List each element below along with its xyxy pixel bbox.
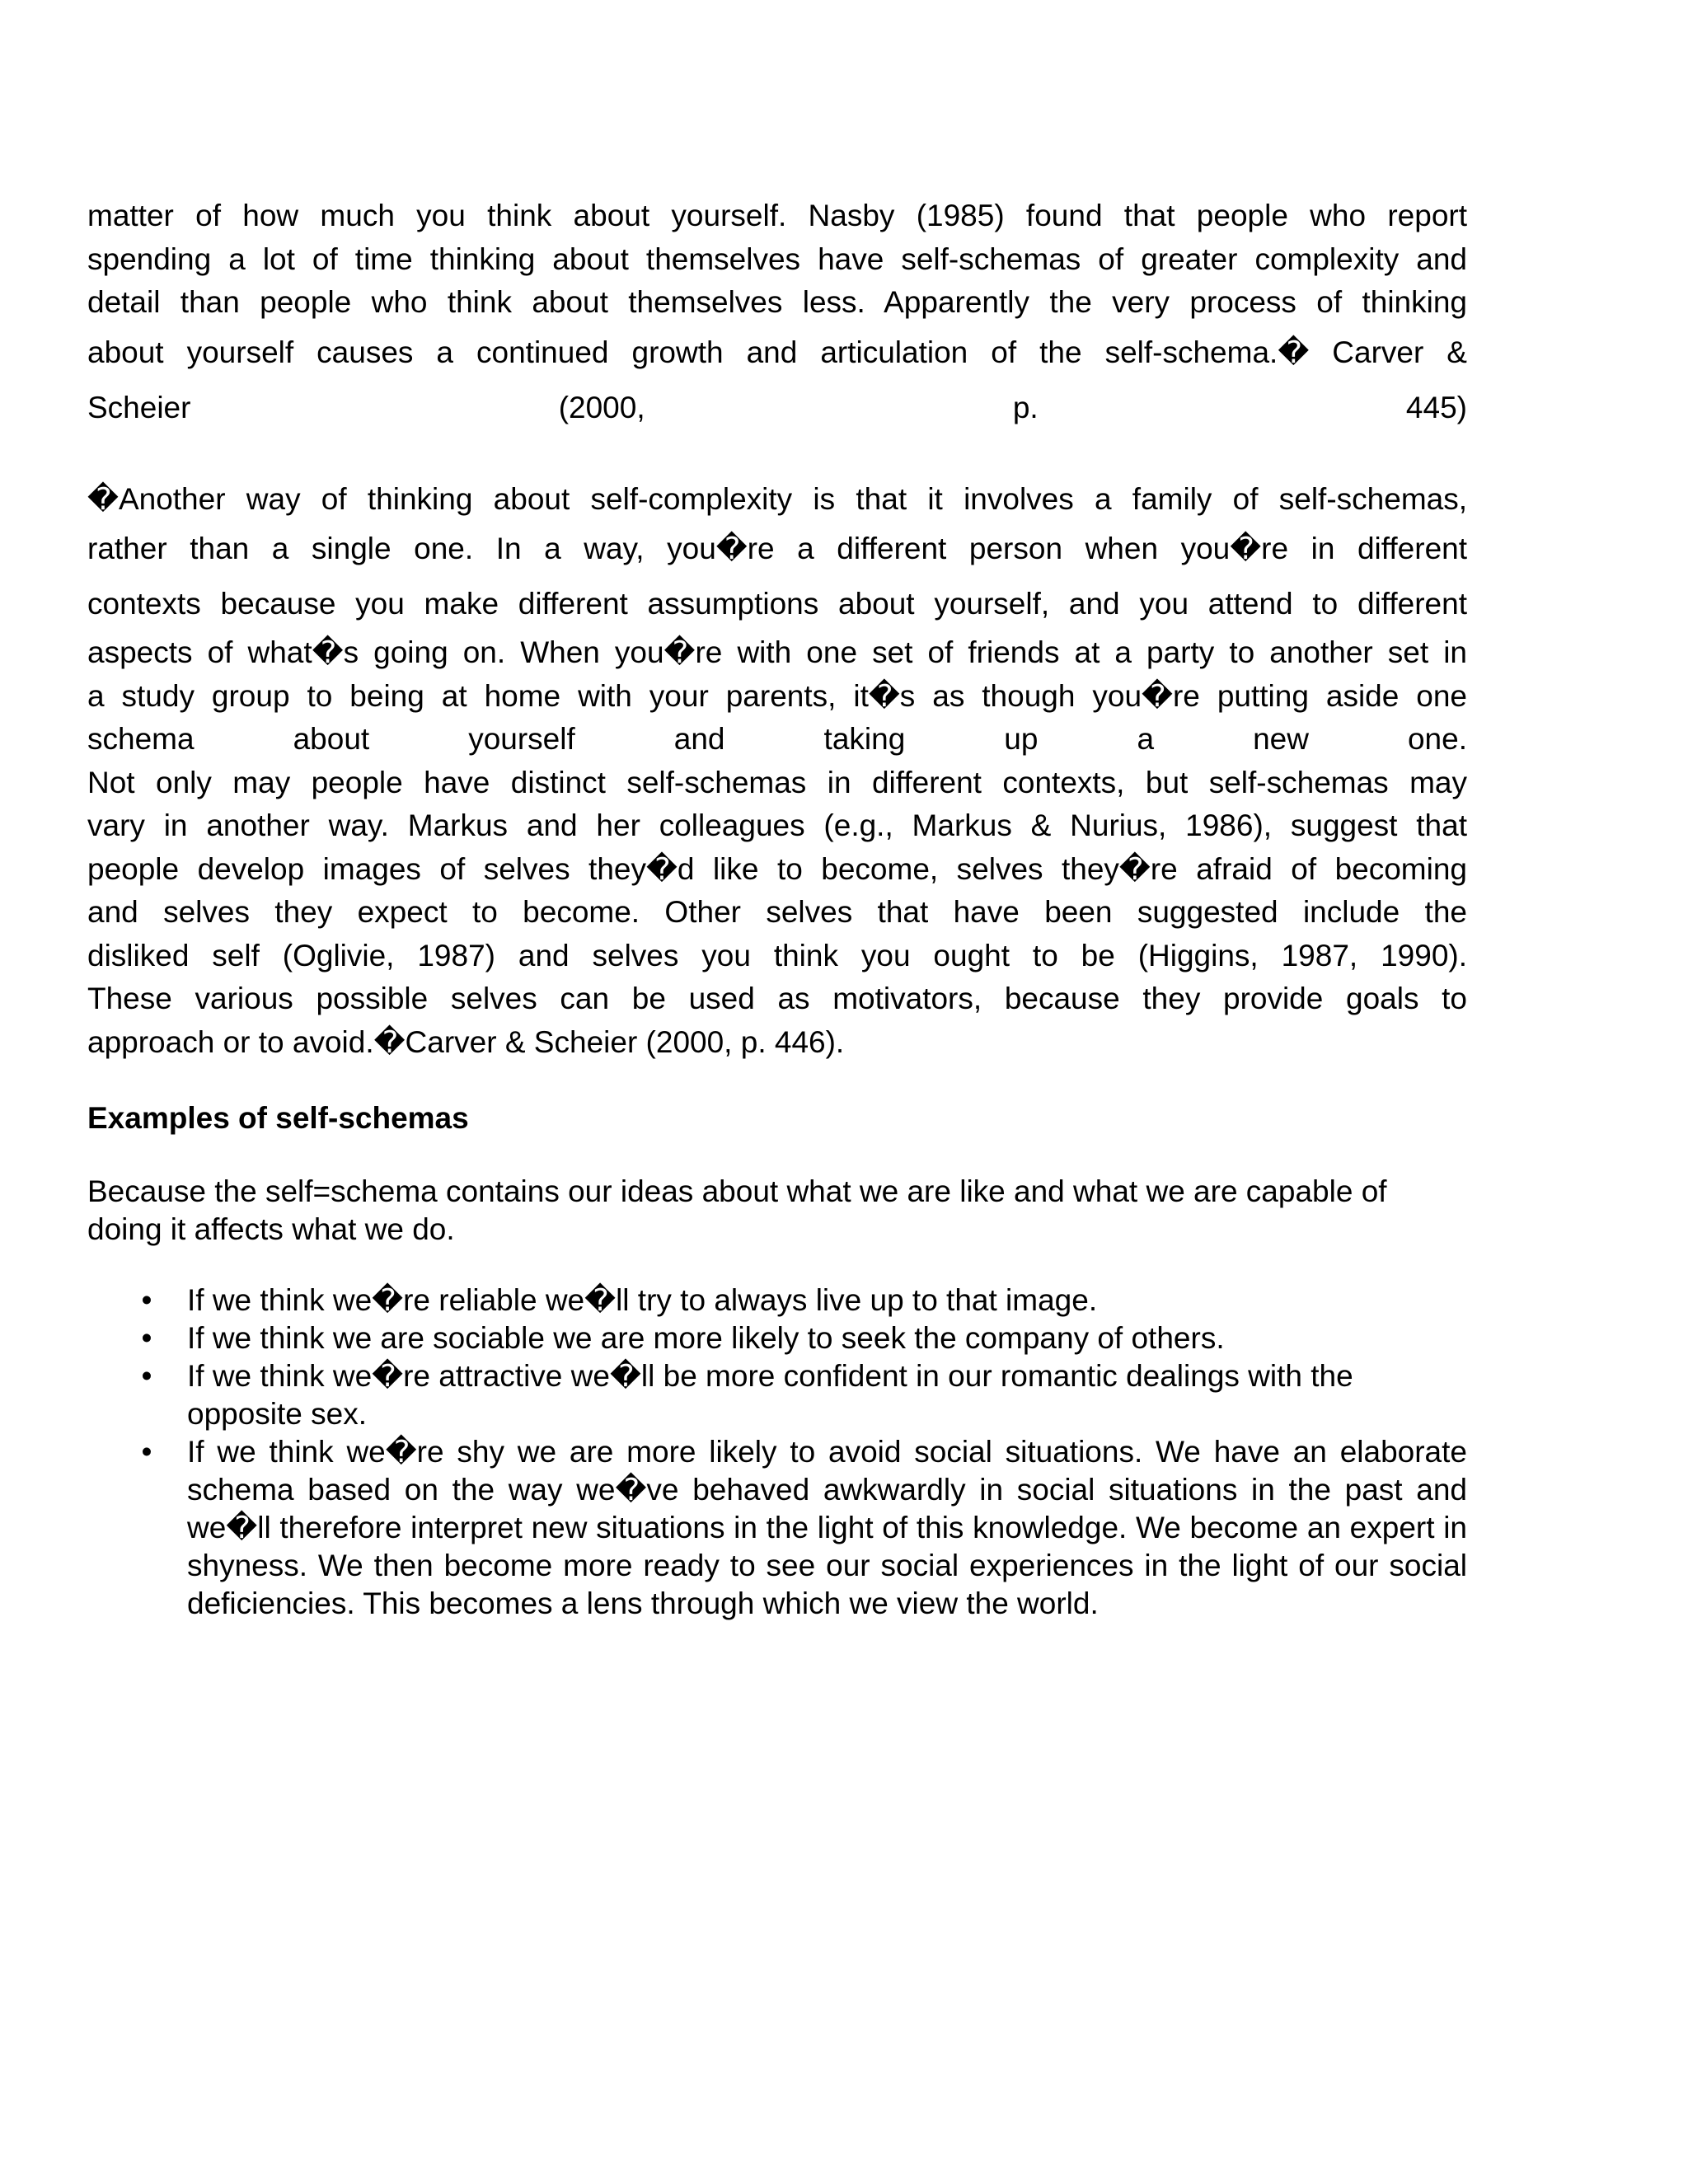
paragraph-self-schema-effect: Because the self=schema contains our ideas about what we are like and what we are capable of doing it affects what we do. [87,1174,1387,1246]
paragraph-self-complexity-quote [87,478,1467,1065]
bullet-icon: • [141,1359,152,1393]
bullet-icon: • [141,1321,152,1355]
text-line: a study group to being at home with your parents, it�s as though you�re putting aside one [87,678,1467,713]
text-line: schema about yourself and taking up a new one. [87,722,1467,756]
text-line: Scheier (2000, p. 445) [87,390,1467,424]
section-heading: Examples of self-schemas [87,1101,469,1135]
paragraph-spacer [87,1249,1467,1282]
text-line: approach or to avoid.�Carver & Scheier (2000, p. 446). [87,1024,845,1059]
text-line: matter of how much you think about yourself. Nasby (1985) found that people who report [87,199,1467,232]
text-line: �Another way of thinking about self-complexity is that it involves a family of self-schemas, [87,481,1467,516]
bullet-icon: • [141,1435,152,1469]
text-line: and selves they expect to become. Other selves that have been suggested include the [87,895,1467,929]
text-line: detail than people who think about themselves less. Apparently the very process of thinking [87,285,1467,319]
paragraph-spacer [87,1140,1467,1173]
paragraph-spacer [87,435,1467,478]
text-line: about yourself causes a continued growth and articulation of the self-schema.� Carver & [87,335,1467,369]
text-line: These various possible selves can be used as motivators, because they provide goals to [87,982,1467,1015]
text-line: disliked self (Oglivie, 1987) and selves you think you ought to be (Higgins, 1987, 1990). [87,938,1467,972]
text-line: aspects of what�s going on. When you�re with one set of friends at a party to another set in [87,635,1467,669]
text-line: spending a lot of time thinking about themselves have self-schemas of greater complexity and [87,241,1467,276]
document-body [87,194,1467,1623]
bullet-icon: • [141,1283,152,1317]
text-line: contexts because you make different assumptions about yourself, and you attend to different [87,587,1467,621]
list-item-text: If we think we�re reliable we�ll try to always live up to that image. [187,1283,1098,1317]
text-line: Not only may people have distinct self-schemas in different contexts, but self-schemas may [87,765,1467,799]
list-item-text: If we think we�re shy we are more likely to avoid social situations. We have an elaborate schema based on the way we�ve behaved awkwardly in social situations in the past and we�ll therefore interpret new situations in the light of this knowledge. We become an expert in shyness. We then become more ready to see our social experiences in the light of our social deficiencies. This becomes a lens through which we view the world. [187,1435,1467,1620]
list-item [87,1319,1467,1357]
paragraph-spacer [87,1064,1467,1097]
text-line: rather than a single one. In a way, you�re a different person when you�re in different [87,532,1467,565]
paragraph-nasby-quote [87,194,1467,435]
list-item [87,1433,1467,1623]
list-item [87,1357,1467,1433]
list-item-text: If we think we�re attractive we�ll be more confident in our romantic dealings with the opposite sex. [187,1359,1353,1431]
list-item-text: If we think we are sociable we are more likely to seek the company of others. [187,1321,1225,1355]
examples-list [87,1282,1467,1623]
list-item [87,1282,1467,1319]
text-line: people develop images of selves they�d like to become, selves they�re afraid of becoming [87,851,1467,886]
text-line: vary in another way. Markus and her colleagues (e.g., Markus & Nurius, 1986), suggest that [87,808,1467,842]
